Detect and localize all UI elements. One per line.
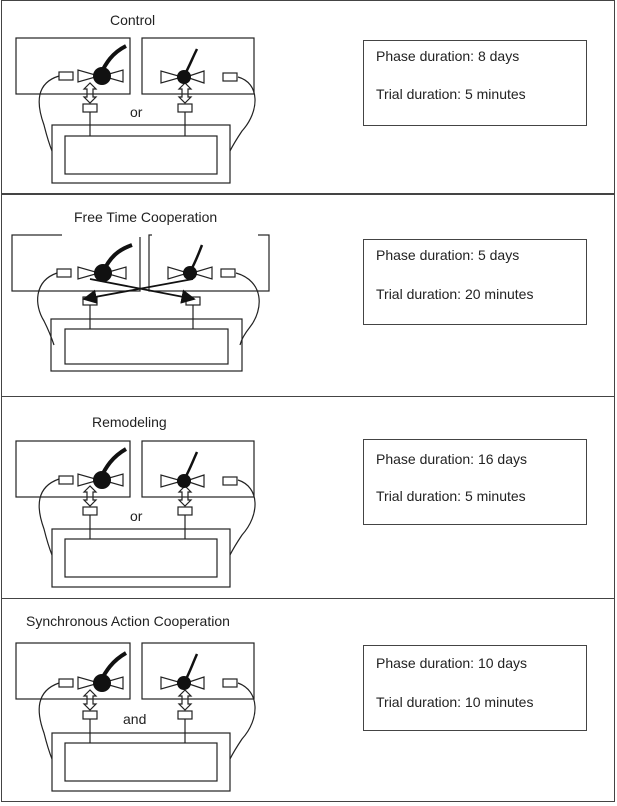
head-right (177, 70, 191, 84)
lever-cable-left (39, 479, 59, 555)
reward-box-inner (65, 743, 217, 781)
chamber-right (142, 441, 254, 497)
apparatus-diagram (2, 195, 342, 398)
chamber-left (12, 235, 140, 291)
trial-duration: Trial duration: 10 minutes (376, 694, 534, 710)
connector-word: or (130, 104, 143, 120)
double-arrow-right (179, 486, 191, 506)
lever-right-lower (178, 104, 192, 112)
lever-cable-right (230, 480, 255, 555)
lever-left-outer (57, 269, 71, 277)
lever-right-outer (221, 269, 235, 277)
chamber-right (149, 235, 269, 291)
head-left (94, 264, 112, 282)
connector-word: and (123, 711, 147, 727)
trial-duration: Trial duration: 20 minutes (376, 286, 534, 302)
phase-duration: Phase duration: 16 days (376, 451, 527, 467)
duration-box (363, 645, 587, 731)
lever-cable-left (39, 683, 59, 759)
lever-left-outer (59, 679, 73, 687)
double-arrow-right (179, 690, 191, 710)
double-arrow-left (84, 83, 96, 103)
lever-cable-right (236, 273, 259, 345)
lever-cable-left (38, 273, 57, 345)
reward-box-inner (65, 136, 217, 174)
head-left (93, 67, 111, 85)
apparatus-diagram (2, 397, 342, 600)
phase-duration: Phase duration: 10 days (376, 655, 527, 671)
head-left (93, 674, 111, 692)
lever-right-lower (178, 507, 192, 515)
head-right (183, 266, 197, 280)
duration-box (363, 439, 587, 525)
lever-right-outer (223, 679, 237, 687)
reward-box-outer (52, 733, 230, 791)
lever-cable-right (230, 77, 255, 151)
lever-left-lower (83, 507, 97, 515)
panel-title: Control (110, 12, 156, 28)
trial-duration: Trial duration: 5 minutes (376, 488, 526, 504)
lever-right-outer (223, 477, 237, 485)
head-right (177, 474, 191, 488)
lever-left-outer (59, 476, 73, 484)
chamber-right (142, 643, 254, 699)
panel-title: Free Time Cooperation (74, 209, 218, 225)
panel-synchronous-action-cooperation (1, 598, 615, 802)
double-arrow-left (84, 690, 96, 710)
lever-left-outer (59, 72, 73, 80)
lever-right-outer (223, 73, 237, 81)
phase-duration: Phase duration: 5 days (376, 247, 520, 263)
double-arrow-left (84, 486, 96, 506)
lever-cable-right (230, 683, 255, 759)
chamber-right (142, 38, 254, 94)
apparatus-diagram (2, 599, 342, 803)
panel-title: Synchronous Action Cooperation (26, 613, 230, 629)
connector-word: or (130, 508, 143, 524)
lever-cable-left (39, 76, 59, 151)
panel-title: Remodeling (92, 414, 167, 430)
panel-control (1, 0, 615, 194)
reward-box-outer (52, 529, 230, 587)
lever-left-lower (83, 104, 97, 112)
double-arrow-right (179, 83, 191, 103)
duration-box (363, 239, 587, 325)
lever-right-lower (178, 711, 192, 719)
head-left (93, 471, 111, 489)
chamber-left (16, 441, 130, 497)
reward-box-inner (65, 329, 228, 364)
phase-duration: Phase duration: 8 days (376, 48, 520, 64)
panel-remodeling (1, 396, 615, 599)
duration-box (363, 40, 587, 126)
lever-left-lower (83, 711, 97, 719)
reward-box-outer (51, 319, 242, 371)
apparatus-diagram (2, 1, 342, 195)
panel-free-time-cooperation (1, 194, 615, 397)
reward-box-inner (65, 539, 217, 577)
chamber-left (16, 38, 130, 94)
head-right (177, 676, 191, 690)
trial-duration: Trial duration: 5 minutes (376, 86, 526, 102)
chamber-left (16, 643, 130, 699)
